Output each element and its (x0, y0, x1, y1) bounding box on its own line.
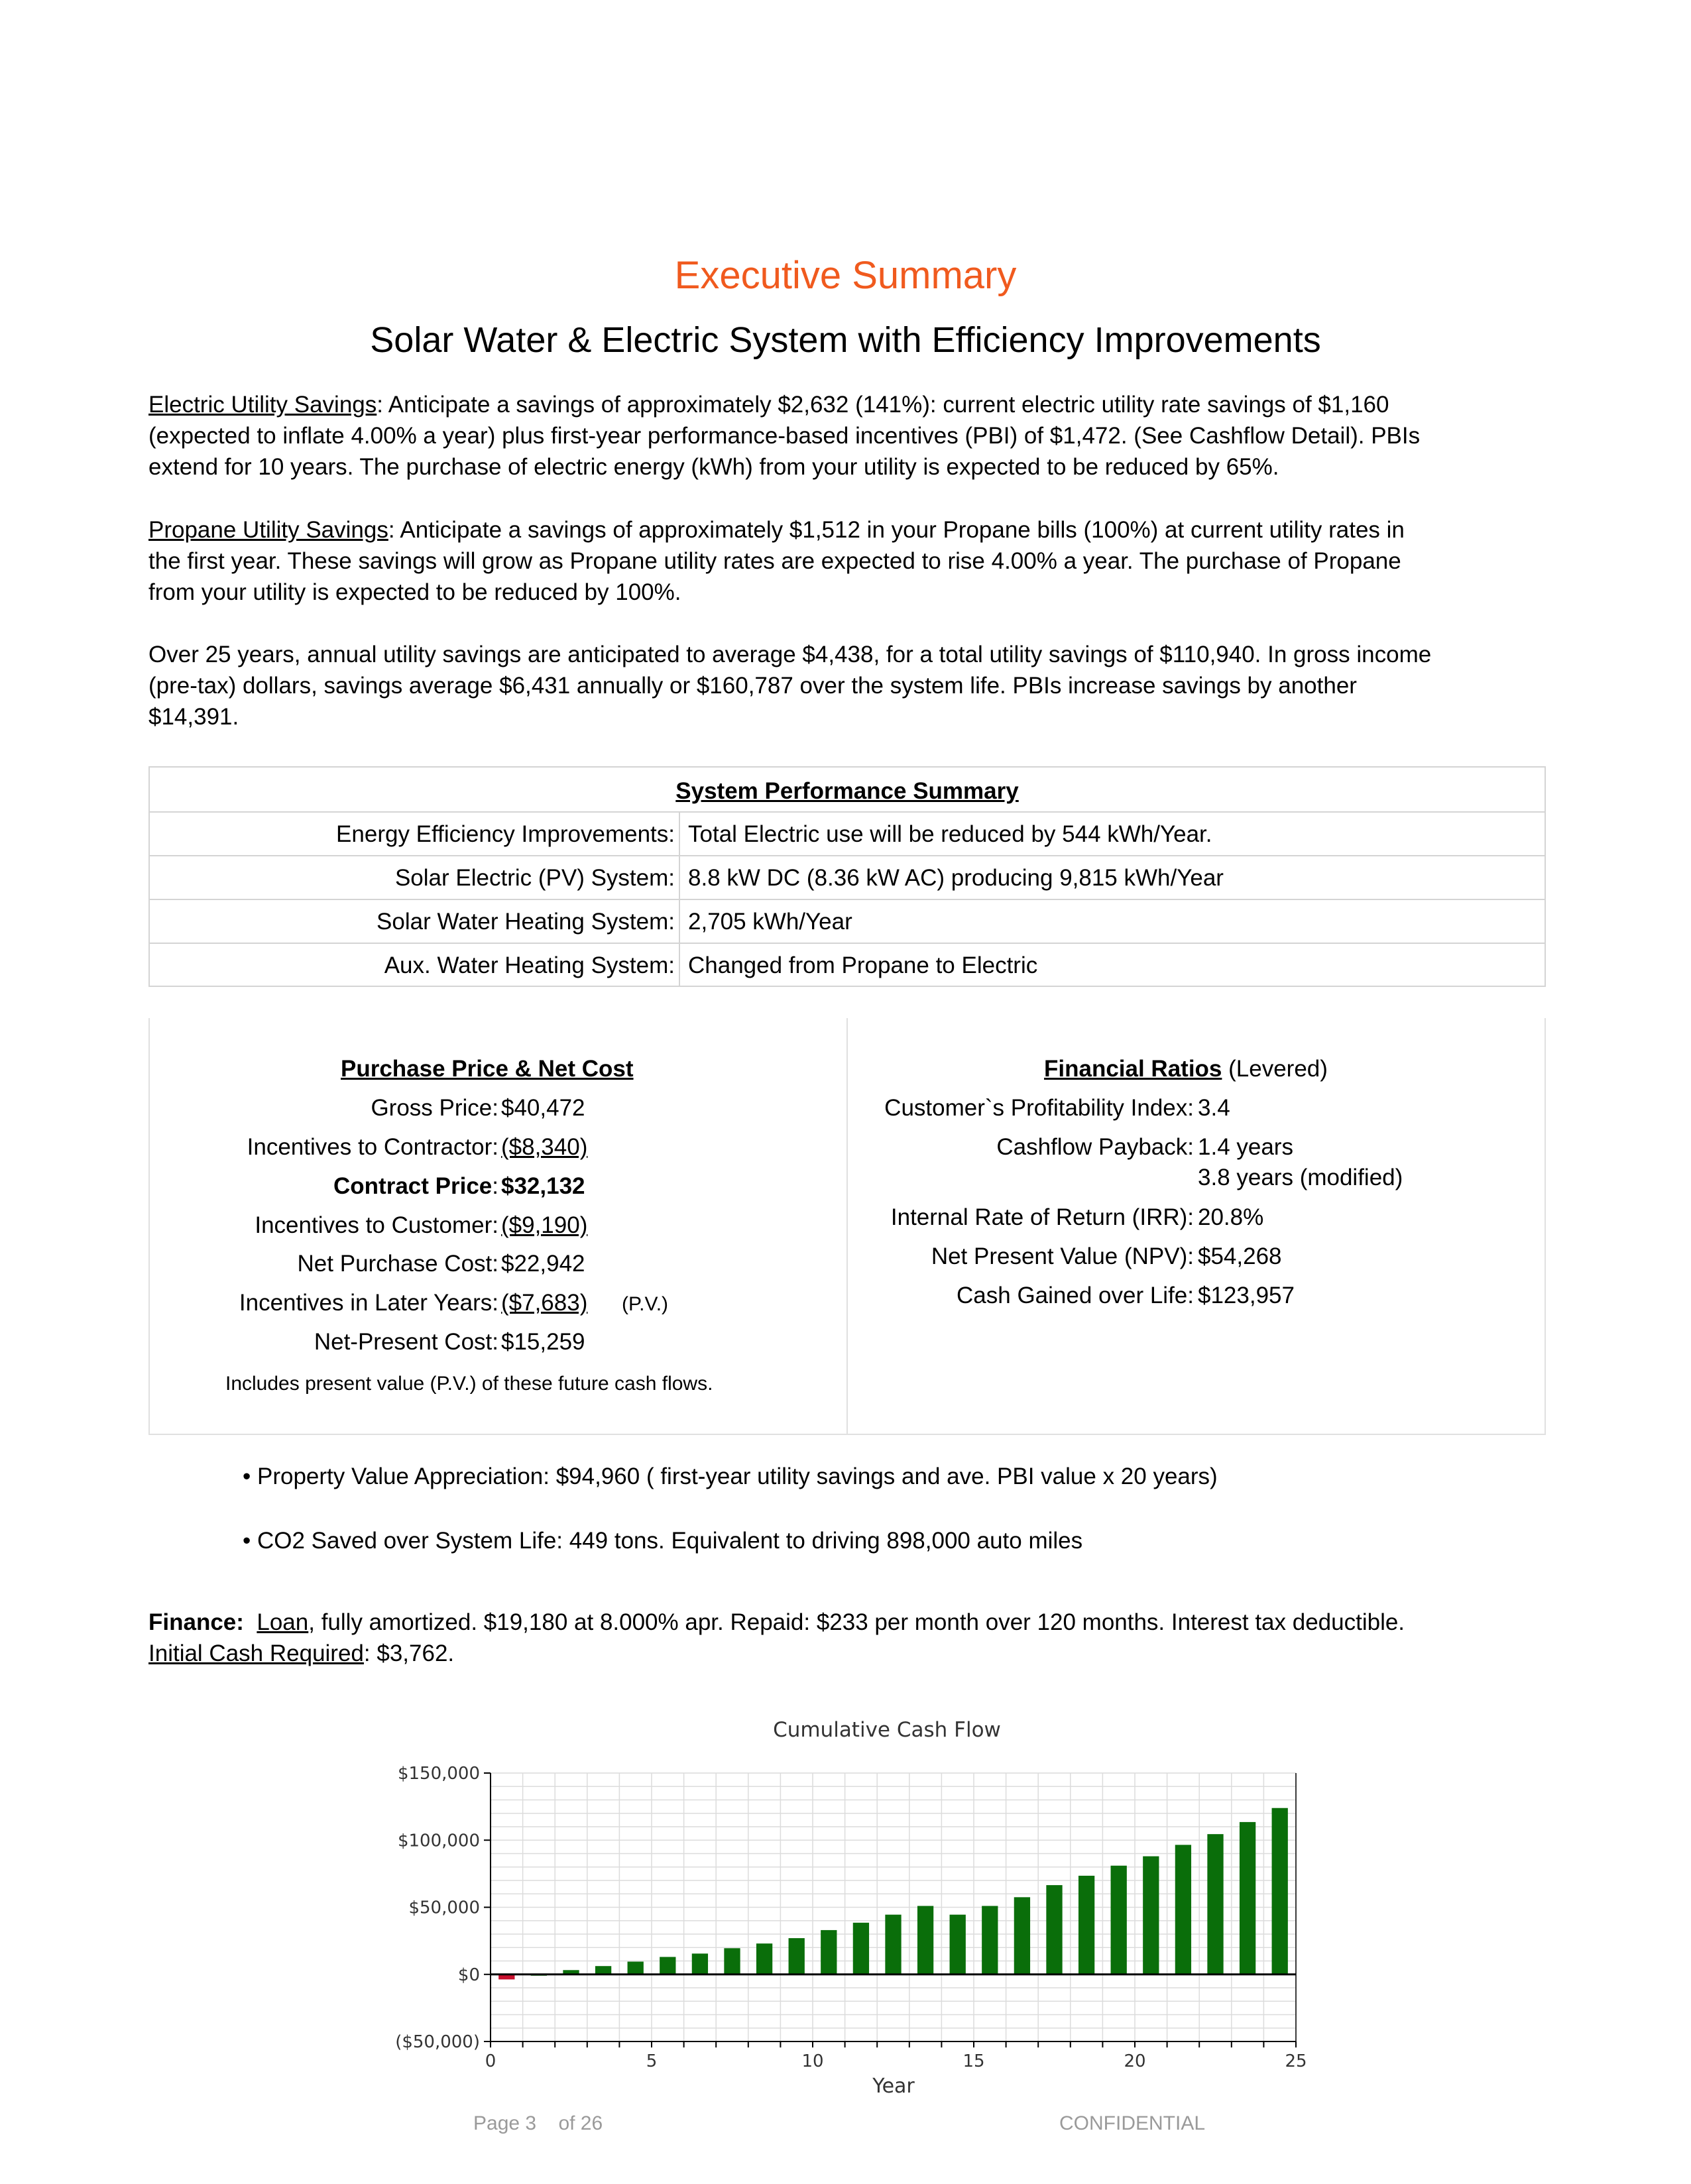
chart-bar (917, 1906, 933, 1974)
finance-paragraph (148, 1607, 1547, 1669)
propane-savings-label: Propane Utility Savings (148, 517, 388, 543)
financial-divider (846, 1018, 848, 1435)
electric-savings-text-3: extend for 10 years. The purchase of electric energy (kWh) from your utility is expected to be reduced by 65%. (148, 454, 1279, 480)
chart-bar (1207, 1834, 1223, 1975)
chart-bar (1272, 1808, 1288, 1975)
ratios-value-cash: $123,957 (1198, 1283, 1295, 1308)
purchase-heading: Purchase Price & Net Cost (341, 1056, 634, 1082)
electric-savings-text-2: (expected to inflate 4.00% a year) plus first-year performance-based incentives (PBI) of $1,472. (See Cashflow Detail). PBIs (148, 423, 1421, 449)
chart-x-axis-label: Year (872, 2075, 915, 2098)
chart-x-tick-label: 10 (801, 2051, 824, 2071)
chart-bar (595, 1966, 611, 1975)
chart-bar (724, 1948, 740, 1974)
performance-table (148, 766, 1546, 987)
purchase-value-gross: $40,472 (501, 1095, 585, 1121)
propane-savings-paragraph (148, 514, 1547, 608)
performance-row (150, 899, 1545, 943)
electric-savings-paragraph (148, 389, 1547, 483)
bullet-property-value: • Property Value Appreciation: $94,960 ( first-year utility savings and ave. PBI value x 20 years) (243, 1464, 1218, 1489)
chart-y-tick-label: $100,000 (397, 1831, 480, 1851)
purchase-value-contractor: ($8,340) (501, 1134, 588, 1160)
propane-savings-text-1: : Anticipate a savings of approximately $1,512 in your Propane bills (100%) at current utility rates in (388, 517, 1405, 543)
chart-x-tick-label: 15 (962, 2051, 985, 2071)
chart-x-tick-label: 20 (1124, 2051, 1146, 2071)
chart-bar (1240, 1822, 1255, 1975)
chart-bar (628, 1962, 644, 1975)
initial-cash-label: Initial Cash Required (148, 1640, 364, 1666)
performance-row (150, 811, 1545, 855)
purchase-value-customer: ($9,190) (501, 1212, 588, 1238)
performance-label: Solar Water Heating System: (150, 900, 680, 943)
ratios-value-irr: 20.8% (1198, 1204, 1264, 1230)
overview-text-2: (pre-tax) dollars, savings average $6,431 annually or $160,787 over the system life. PBIs increase savings by another (148, 673, 1357, 699)
purchase-label-present: Net-Present Cost: (314, 1329, 498, 1355)
chart-x-tick-label: 5 (646, 2051, 658, 2071)
chart-bar (1014, 1897, 1030, 1974)
purchase-label-net: Net Purchase Cost: (297, 1251, 498, 1277)
chart-bar (1143, 1857, 1159, 1975)
electric-savings-label: Electric Utility Savings (148, 392, 377, 418)
overview-text-1: Over 25 years, annual utility savings are anticipated to average $4,438, for a total utility savings of $110,940. In gross income (148, 642, 1432, 667)
chart-bar (853, 1923, 869, 1975)
performance-heading: System Performance Summary (675, 778, 1019, 804)
chart-bar (950, 1915, 966, 1975)
propane-savings-text-2: the first year. These savings will grow as Propane utility rates are expected to rise 4.00% a year. The purchase of Propane (148, 548, 1401, 574)
finance-text: , fully amortized. $19,180 at 8.000% apr. Repaid: $233 per month over 120 months. Interest tax deductible. (308, 1609, 1405, 1635)
chart-bar (1175, 1845, 1191, 1974)
performance-label: Energy Efficiency Improvements: (150, 813, 680, 855)
chart-y-tick-label: $150,000 (397, 1764, 480, 1784)
ratios-label-npv: Net Present Value (NPV): (931, 1243, 1194, 1269)
purchase-label-customer: Incentives to Customer: (255, 1212, 498, 1238)
chart-y-ticks (395, 1764, 491, 2052)
chart-y-tick-label: $0 (457, 1965, 480, 1985)
purchase-label-contractor: Incentives to Contractor: (247, 1134, 498, 1160)
electric-savings-text-1: : Anticipate a savings of approximately $2,632 (141%): current electric utility rate savings of $1,160 (377, 392, 1389, 418)
purchase-value-net: $22,942 (501, 1251, 585, 1277)
chart-x-ticks (485, 2041, 1307, 2071)
chart-y-tick-label: $50,000 (408, 1898, 480, 1918)
bullet-co2: • CO2 Saved over System Life: 449 tons. Equivalent to driving 898,000 auto miles (243, 1528, 1083, 1554)
chart-bar (982, 1906, 998, 1974)
performance-value: 8.8 kW DC (8.36 kW AC) producing 9,815 kWh/Year (688, 865, 1224, 891)
chart-x-tick-label: 0 (485, 2051, 496, 2071)
chart-bar (1111, 1866, 1127, 1975)
overview-paragraph (148, 639, 1547, 732)
performance-value: Changed from Propane to Electric (688, 952, 1038, 978)
footer-confidential: CONFIDENTIAL (1059, 2112, 1206, 2134)
propane-savings-text-3: from your utility is expected to be reduced by 100%. (148, 579, 681, 605)
overview-text-3: $14,391. (148, 704, 239, 730)
finance-loan-link: Loan (257, 1609, 309, 1635)
chart-x-tick-label: 25 (1285, 2051, 1307, 2071)
page-title: Executive Summary (674, 254, 1017, 297)
ratios-value-npv: $54,268 (1198, 1243, 1282, 1269)
chart-y-tick-label: ($50,000) (395, 2032, 480, 2052)
chart-bar (789, 1938, 805, 1975)
ratios-label-payback: Cashflow Payback: (996, 1134, 1194, 1160)
page-subtitle: Solar Water & Electric System with Efficiency Improvements (370, 320, 1321, 360)
performance-value: Total Electric use will be reduced by 544 kWh/Year. (688, 821, 1212, 847)
ratios-heading: Financial Ratios (Levered) (1044, 1056, 1328, 1082)
purchase-value-contract: $32,132 (501, 1173, 585, 1199)
ratios-label-irr: Internal Rate of Return (IRR): (890, 1204, 1194, 1230)
footer-page: Page 3 of 26 (473, 2112, 603, 2134)
chart-bar (692, 1953, 708, 1974)
ratios-value-pi: 3.4 (1198, 1095, 1230, 1121)
performance-value: 2,705 kWh/Year (688, 909, 852, 935)
purchase-value-later: ($7,683) (501, 1290, 588, 1316)
chart-bar (1079, 1876, 1094, 1975)
initial-cash-value: : $3,762. (363, 1640, 455, 1666)
purchase-note-pv: (P.V.) (622, 1293, 669, 1315)
chart-bar (885, 1915, 901, 1975)
performance-row (150, 855, 1545, 899)
chart-bar (821, 1930, 837, 1975)
performance-label: Solar Electric (PV) System: (150, 856, 680, 899)
chart-title: Cumulative Cash Flow (773, 1718, 1001, 1742)
purchase-label-later: Incentives in Later Years: (239, 1290, 498, 1316)
purchase-label-gross: Gross Price: (371, 1095, 498, 1121)
performance-label: Aux. Water Heating System: (150, 944, 680, 986)
chart-bar (1046, 1885, 1062, 1975)
finance-label: Finance: (148, 1609, 244, 1635)
performance-row (150, 943, 1545, 986)
purchase-value-present: $15,259 (501, 1329, 585, 1355)
cumulative-cash-flow-chart (371, 1710, 1312, 2108)
ratios-value-payback: 1.4 years (1198, 1134, 1293, 1160)
ratios-label-cash: Cash Gained over Life: (957, 1283, 1194, 1308)
ratios-value-payback-modified: 3.8 years (modified) (1198, 1165, 1403, 1190)
ratios-label-pi: Customer`s Profitability Index: (884, 1095, 1194, 1121)
purchase-footnote: Includes present value (P.V.) of these future cash flows. (225, 1373, 713, 1395)
chart-bar (660, 1957, 675, 1974)
chart-bar (756, 1943, 772, 1975)
purchase-label-contract: Contract Price: (333, 1173, 498, 1199)
